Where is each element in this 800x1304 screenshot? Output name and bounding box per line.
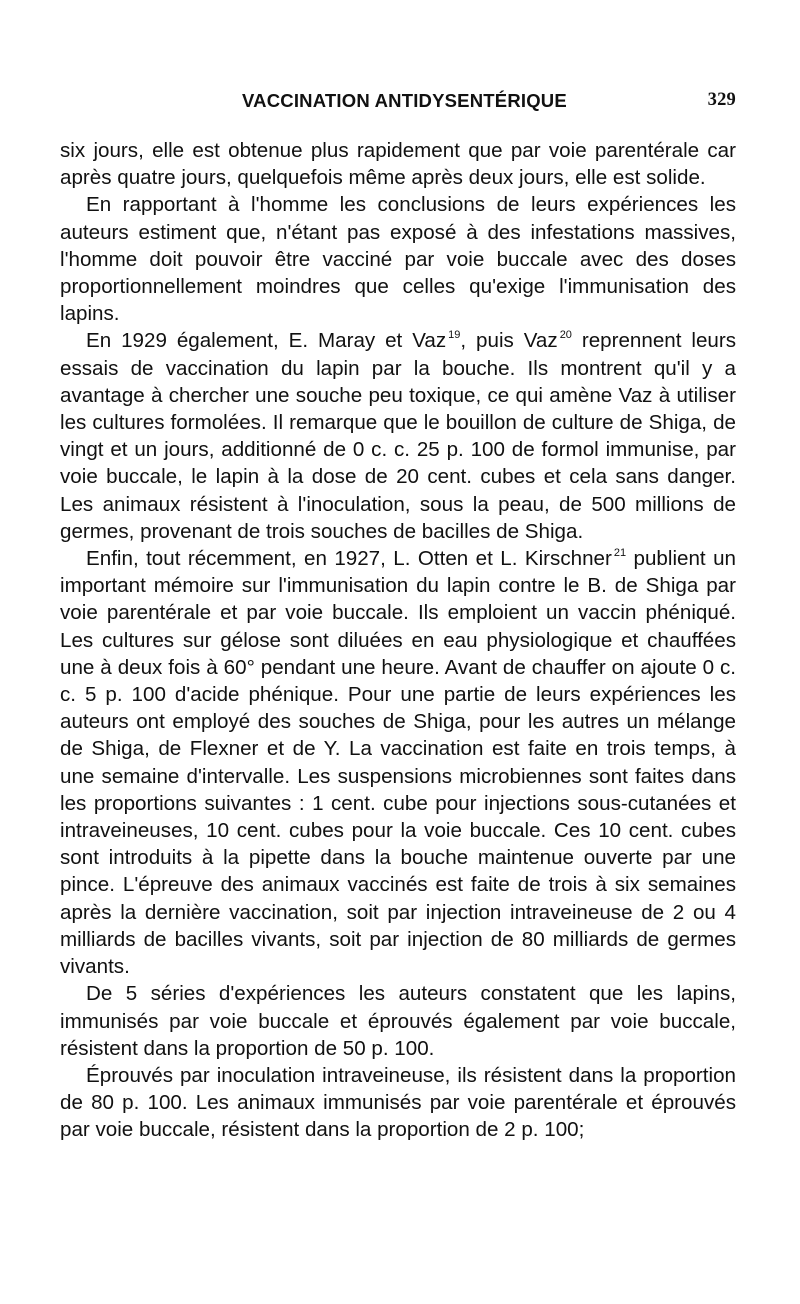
paragraph-text: publient un important mémoire sur l'immunisation du lapin contre le B. de Shiga par voie parentérale et par voie buccale. Ils emploient un vaccin phéniqué. Les cultures sur gélose sont diluées en eau physiologique et chauffées une à deux fois à 60° pendant une heure. Avant de chauffer on ajoute 0 c. c. 5 p. 100 d'acide phénique. Pour une partie de leurs expériences les auteurs ont employé des souches de Shiga, pour les autres un mélange de Shiga, de Flexner et de Y. La vaccination est faite en trois temps, à une semaine d'intervalle. Les suspensions microbiennes sont faites dans les proportions suivantes : 1 cent. cube pour injections sous-cutanées et intraveineuses, 10 cent. cubes pour la voie buccale. Ces 10 cent. cubes sont introduits à la pipette dans la bouche maintenue ouverte par une pince. L'épreuve des animaux vaccinés est faite de trois à six semaines après la dernière vaccination, soit par injection intraveineuse de 2 ou 4 milliards de bacilles vivants, soit par injection de 80 milliards de germes vivants. (60, 547, 736, 979)
paragraph-text: reprennent leurs essais de vaccination du lapin par la bouche. Ils montrent qu'il y a avantage à chercher une souche peu toxique, ce qui amène Vaz à utiliser les cultures formolées. Il remarque que le bouillon de culture de Shiga, de vingt et un jours, additionné de 0 c. c. 25 p. 100 de formol immunise, par voie buccale, le lapin à la dose de 20 cent. cubes et cela sans danger. Les animaux résistent à l'inoculation, sous la peau, de 500 millions de germes, provenant de trois souches de bacilles de Shiga. (60, 329, 736, 543)
paragraph-text: En 1929 également, E. Maray et Vaz (86, 329, 447, 353)
paragraph (60, 545, 736, 980)
paragraph (60, 1062, 736, 1144)
page-number: 329 (707, 90, 736, 110)
paragraph (60, 191, 736, 327)
paragraph-text: six jours, elle est obtenue plus rapidement que par voie parentérale car après quatre jours, quelquefois même après deux jours, elle est solide. (60, 139, 736, 190)
paragraph-text: De 5 séries d'expériences les auteurs constatent que les lapins, immunisés par voie buccale et éprouvés également par voie buccale, résistent dans la proportion de 50 p. 100. (60, 982, 736, 1060)
body-text (60, 137, 736, 1144)
paragraph (60, 980, 736, 1062)
paragraph-text: Éprouvés par inoculation intraveineuse, ils résistent dans la proportion de 80 p. 100. Les animaux immunisés par voie parentérale et éprouvés par voie buccale, résistent dans la proportion de 2 p. 100; (60, 1063, 736, 1142)
paragraph-text: , puis Vaz (460, 329, 558, 353)
reference-number: 21 (613, 547, 627, 560)
reference-number: 19 (448, 329, 461, 342)
reference-number: 20 (559, 329, 572, 342)
paragraph (60, 327, 736, 545)
running-head (60, 86, 736, 116)
paragraph-text: En rapportant à l'homme les conclusions de leurs expériences les auteurs estiment que, n'étant pas exposé à des infestations massives, l'homme doit pouvoir être vacciné par voie buccale avec des doses proportionnellement moindres que celles qu'exige l'immunisation des lapins. (60, 193, 736, 326)
paragraph (60, 137, 736, 191)
running-head-title: VACCINATION ANTIDYSENTÉRIQUE (242, 90, 567, 111)
paragraph-text: Enfin, tout récemment, en 1927, L. Otten et L. Kirschner (86, 547, 612, 571)
